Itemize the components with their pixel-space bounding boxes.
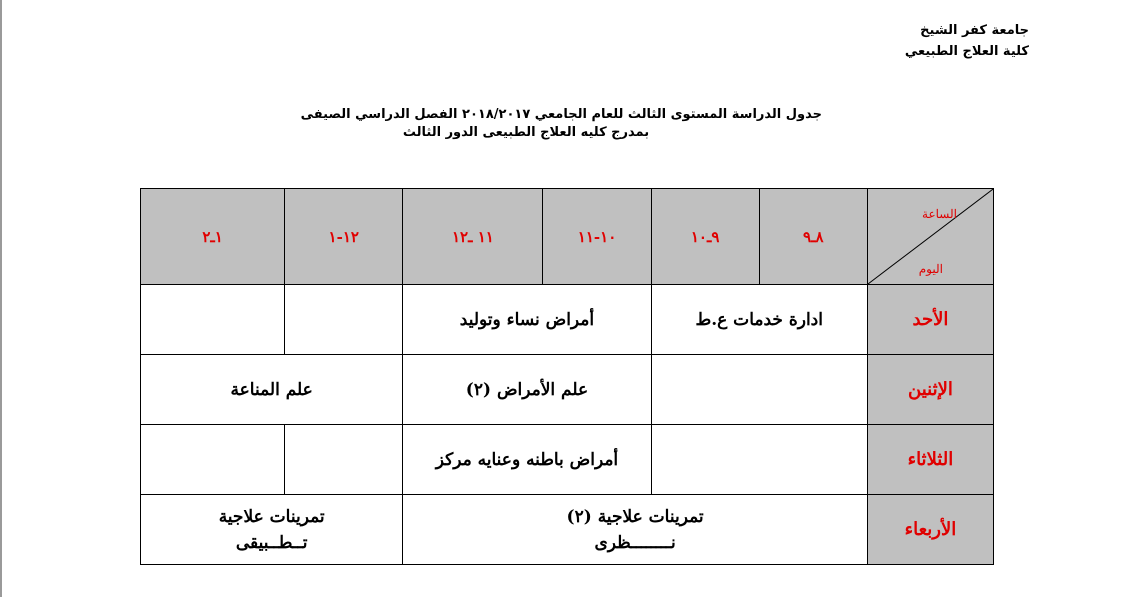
course-cell: أمراض باطنه وعنايه مركز: [403, 425, 651, 495]
time-slot-11-12: ١١ ـ١٢: [403, 189, 543, 285]
day-label-tuesday: الثلاثاء: [867, 425, 993, 495]
course-cell: [141, 495, 403, 565]
day-label-wednesday: الأربعاء: [867, 495, 993, 565]
title-line-1: جدول الدراسة المستوى الثالث للعام الجامعي ٢٠١٨/٢٠١٧ الفصل الدراسي الصيفى: [300, 107, 822, 122]
course-type: نــــــــظرى: [594, 532, 676, 553]
time-slot-12-1: ١٢-١: [285, 189, 403, 285]
table-row-sunday: [141, 285, 994, 355]
window-left-border: [0, 0, 2, 597]
day-label-sunday: الأحد: [867, 285, 993, 355]
time-slot-8-9: ٨ـ٩: [759, 189, 867, 285]
course-cell: [403, 495, 868, 565]
course-cell: علم الأمراض (٢): [403, 355, 651, 425]
table-row-monday: [141, 355, 994, 425]
empty-cell: [141, 425, 285, 495]
corner-hour-label: الساعة: [922, 207, 957, 221]
course-type: تــطــبيقى: [235, 532, 308, 553]
course-cell: علم المناعة: [141, 355, 403, 425]
course-title: تمرينات علاجية (٢): [566, 506, 704, 527]
empty-cell: [141, 285, 285, 355]
empty-cell: [285, 425, 403, 495]
schedule-table: [140, 188, 994, 565]
corner-header-cell: [867, 189, 993, 285]
document-header: [905, 20, 1029, 62]
title-line-2: بمدرج كليه العلاج الطبيعى الدور الثالث: [402, 125, 650, 140]
empty-cell: [651, 425, 867, 495]
course-cell: ادارة خدمات ع.ط: [651, 285, 867, 355]
table-row-wednesday: [141, 495, 994, 565]
empty-cell: [651, 355, 867, 425]
empty-cell: [285, 285, 403, 355]
time-header-row: [141, 189, 994, 285]
time-slot-1-2: ١ـ٢: [141, 189, 285, 285]
day-label-monday: الإثنين: [867, 355, 993, 425]
table-row-tuesday: [141, 425, 994, 495]
faculty-name: كلية العلاج الطبيعي: [904, 44, 1029, 59]
time-slot-10-11: ١٠-١١: [543, 189, 651, 285]
course-title: تمرينات علاجية: [218, 506, 325, 527]
university-name: جامعة كفر الشيخ: [920, 23, 1029, 38]
time-slot-9-10: ٩ـ١٠: [651, 189, 759, 285]
document-title: [300, 106, 822, 142]
course-cell: أمراض نساء وتوليد: [403, 285, 651, 355]
corner-day-label: اليوم: [918, 262, 943, 276]
